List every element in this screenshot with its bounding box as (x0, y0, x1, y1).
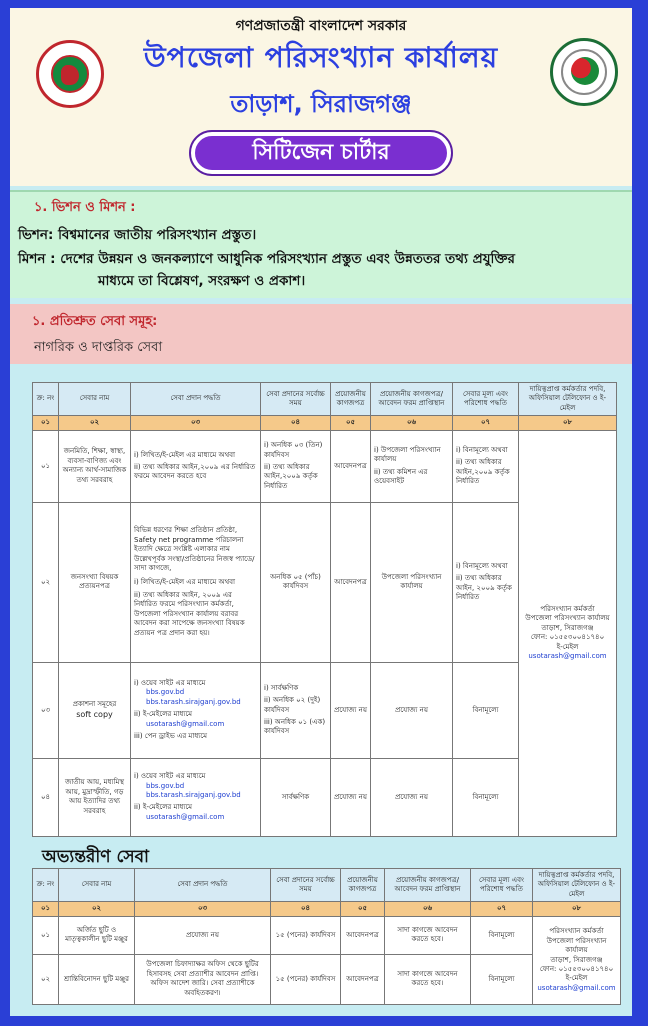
header-time: সেবা প্রদানের সর্বোচ্চ সময় (271, 869, 341, 902)
officer-email-link[interactable]: usotarash@gmail.com (537, 983, 616, 992)
header-form: প্রয়োজনীয় কাগজপত্র/ আবেদন ফরম প্রাপ্তিস্থান (371, 383, 453, 416)
column-number: ০৭ (453, 416, 519, 430)
service-method: উপজেলা চিফাদ্যাক্ষর অফিস থেকে ছুটির হিসাবসহ সেবা প্রত্যাশীর আবেদন প্রাপ্তি। অফিস আদেশ জারি। সেবা প্রত্যাশীকে অবহিতকরণ। (135, 954, 271, 1004)
service-name: অর্জিত ছুটি ও মাতৃত্বকালীন ছুটি মঞ্জুর (59, 916, 135, 954)
mission-text-line-1: মিশন : দেশের উন্নয়ন ও জনকল্যাণে আধুনিক পরিসংখ্যান প্রস্তুত এবং উন্নততর তথ্য প্রযুক্তির (18, 251, 515, 267)
service-time: অনধিক ০৫ (পাঁচ) কার্যদিবস (261, 502, 331, 662)
column-number: ০১ (33, 416, 59, 430)
column-number: ০৪ (271, 902, 341, 916)
column-number: ০৫ (331, 416, 371, 430)
service-name: জনসংখ্যা বিষয়ক প্রত্যয়নপত্র (59, 502, 131, 662)
service-name: প্রকাশনা সমূহের soft copy (59, 662, 131, 758)
internal-services-title: অভ্যন্তরীণ সেবা (42, 847, 149, 867)
header-name: সেবার নাম (59, 869, 135, 902)
service-docs: আবেদনপত্র (331, 430, 371, 502)
header-time: সেবা প্রদানের সর্বোচ্চ সময় (261, 383, 331, 416)
website-link[interactable]: bbs.gov.bd (146, 688, 185, 697)
service-fee: i) বিনামূল্যে অথবা ii) তথ্য অধিকার আইন,২০০৯ কর্তৃক নির্ধারিত (453, 430, 519, 502)
service-name: জাতীয় আয়, মধ্যমিস্থ আয়, মুদ্রাস্ফীতি, গড় আয় ইত্যাদির তথ্য সরবরাহ (59, 758, 131, 836)
row-serial: ০২ (33, 502, 59, 662)
internal-services-table (32, 868, 620, 996)
service-fee: বিনামূল্যে (471, 954, 533, 1004)
charter-frame (10, 8, 632, 1016)
service-method: i) ওয়েব সাইট এর মাধ্যমে bbs.gov.bd bbs.tarash.sirajganj.gov.bd ii) ই-মেইলের মাধ্যমে usotarash@gmail.com (131, 758, 261, 836)
row-serial: ০১ (33, 916, 59, 954)
vision-text: ভিশন: বিশ্বমানের জাতীয় পরিসংখ্যান প্রস্তুত। (18, 227, 257, 243)
website-link[interactable]: bbs.gov.bd (146, 781, 185, 790)
column-number: ০৮ (533, 902, 621, 916)
service-time: সার্বক্ষণিক (261, 758, 331, 836)
table-row (33, 916, 621, 954)
vision-mission-title: ১. ভিশন ও মিশন : (34, 200, 136, 215)
service-docs: আবেদনপত্র (341, 954, 385, 1004)
mission-text-line-2: মাধ্যমে তা বিশ্লেষণ, সংরক্ষণ ও প্রকাশ। (98, 273, 306, 289)
header-docs: প্রয়োজনীয় কাগজপত্র (331, 383, 371, 416)
citizen-charter-title: সিটিজেন চার্টার (191, 132, 451, 174)
office-name: উপজেলা পরিসংখ্যান কার্যালয় (143, 41, 499, 74)
table-row (33, 954, 621, 1004)
responsible-officer: পরিসংখ্যান কর্মকর্তা উপজেলা পরিসংখ্যান কার্যালয় তাড়াশ, সিরাজগঞ্জ ফোন: ০১৫৫৩০০৪১৭৪০ ই-মেইল usotarash@gmail.com (519, 430, 617, 836)
header-method: সেবা প্রদান পদ্ধতি (131, 383, 261, 416)
header-fee: সেবার মূল্য এবং পরিশোধ পদ্ধতি (471, 869, 533, 902)
service-fee: i) বিনামূল্যে অথবা ii) তথ্য অধিকার আইন, ২০০৯ কর্তৃক নির্ধারিত (453, 502, 519, 662)
service-method: বিভিন্ন ধরণের শিক্ষা প্রতিষ্ঠান প্রতিষ্ঠা, Safety net programme পরিচালনা ইত্যাদি ক্ষেত্রে সংশ্লিষ্ট এলাকার নাম উল্লেখপূর্বক সংস্থা/প্রতিষ্ঠানের নিজস্ব প্যাডে/সাদা কাগজে, i) লিখিত/ই-মেইল এর মাধ্যমে অথবা ii) তথ্য অধিকার আইন, ২০০৯ এর নির্ধারিত ফরমে পরিসংখ্যান কর্মকর্তা, উপজেলা পরিসংখ্যান কার্যালয় বরাবর আবেদন করা সাপেক্ষে জনসংখ্যা বিষয়ক প্রত্যয়ন পত্র প্রদান করা হয়। (131, 502, 261, 662)
service-form: প্রযোজ্য নয় (371, 758, 453, 836)
government-name: গণপ্রজাতন্ত্রী বাংলাদেশ সরকার (235, 18, 407, 34)
officer-email-link[interactable]: usotarash@gmail.com (528, 652, 607, 661)
service-method: i) লিখিত/ই-মেইল এর মাধ্যমে অথবা ii) তথ্য অধিকার আইন,২০০৯ এর নির্ধারিত ফরমে আবেদন করতে হবে (131, 430, 261, 502)
column-number: ০৩ (135, 902, 271, 916)
service-form: সাদা কাগজে আবেদন করতে হবে। (385, 916, 471, 954)
header-fee: সেবার মূল্য এবং পরিশোধ পদ্ধতি (453, 383, 519, 416)
website-link[interactable]: bbs.tarash.sirajganj.gov.bd (146, 791, 241, 800)
service-fee: বিনামূল্যে (453, 758, 519, 836)
services-section (10, 304, 632, 364)
column-number: ০১ (33, 902, 59, 916)
header-method: সেবা প্রদান পদ্ধতি (135, 869, 271, 902)
header-officer: দায়িত্বপ্রাপ্ত কর্মকর্তার পদবি, অফিসিয়াল টেলিফোন ও ই-মেইল (533, 869, 621, 902)
column-number: ০৭ (471, 902, 533, 916)
services-subtitle: নাগরিক ও দাপ্তরিক সেবা (34, 340, 163, 355)
service-docs: আবেদনপত্র (331, 502, 371, 662)
citizen-services-table (32, 382, 616, 834)
service-fee: বিনামূল্যে (453, 662, 519, 758)
column-number: ০৩ (131, 416, 261, 430)
column-number: ০৬ (371, 416, 453, 430)
service-time: i) সার্বক্ষণিক ii) অনধিক ০২ (দুই) কার্যদিবস iii) অনধিক ০১ (এক) কার্যদিবস (261, 662, 331, 758)
service-name: শ্রান্তিবিনোদন ছুটি মঞ্জুর (59, 954, 135, 1004)
service-docs: প্রযোজ্য নয় (331, 758, 371, 836)
service-method: i) ওয়েব সাইট এর মাধ্যমে bbs.gov.bd bbs.tarash.sirajganj.gov.bd ii) ই-মেইলের মাধ্যমে usotarash@gmail.com iii) পেন ড্রাইভ এর মাধ্যমে (131, 662, 261, 758)
header (10, 8, 632, 186)
service-form: প্রযোজ্য নয় (371, 662, 453, 758)
column-number: ০২ (59, 416, 131, 430)
office-location: তাড়াশ, সিরাজগঞ্জ (230, 90, 412, 118)
header-officer: দায়িত্বপ্রাপ্ত কর্মকর্তার পদবি, অফিসিয়াল টেলিফোন ও ই-মেইল (519, 383, 617, 416)
service-docs: আবেদনপত্র (341, 916, 385, 954)
service-time: ১৫ (পনের) কার্যদিবস (271, 954, 341, 1004)
header-docs: প্রয়োজনীয় কাগজপত্র (341, 869, 385, 902)
column-number: ০৫ (341, 902, 385, 916)
responsible-officer: পরিসংখ্যান কর্মকর্তা উপজেলা পরিসংখ্যান কার্যালয় তাড়াশ, সিরাজগঞ্জ ফোন: ০১৫৫৩০০৪১৭৪০ ই-মেইল usotarash@gmail.com (533, 916, 621, 1004)
service-name: জনমিতি, শিক্ষা, স্বাস্থ্য, ব্যবসা-বাণিজ্য এবং অন্যান্য আর্থ-সামাজিক তথ্য সরবরাহ (59, 430, 131, 502)
service-docs: প্রযোজ্য নয় (331, 662, 371, 758)
vision-mission-section (10, 190, 632, 298)
service-time: i) অনধিক ০৩ (তিন) কার্যদিবস ii) তথ্য অধিকার আইন,২০০৯ কর্তৃক নির্ধারিত (261, 430, 331, 502)
header-name: সেবার নাম (59, 383, 131, 416)
row-serial: ০২ (33, 954, 59, 1004)
header-serial: ক্র: নং (33, 869, 59, 902)
column-number: ০৪ (261, 416, 331, 430)
header-form: প্রয়োজনীয় কাগজপত্র/ আবেদন ফরম প্রাপ্তিস্থান (385, 869, 471, 902)
row-serial: ০৪ (33, 758, 59, 836)
row-serial: ০১ (33, 430, 59, 502)
website-link[interactable]: bbs.tarash.sirajganj.gov.bd (146, 697, 241, 706)
service-form: উপজেলা পরিসংখ্যান কার্যালয় (371, 502, 453, 662)
column-number: ০২ (59, 902, 135, 916)
service-form: সাদা কাগজে আবেদন করতে হবে। (385, 954, 471, 1004)
service-time: ১৫ (পনের) কার্যদিবস (271, 916, 341, 954)
table-row (33, 430, 617, 502)
column-number: ০৬ (385, 902, 471, 916)
service-method: প্রযোজ্য নয় (135, 916, 271, 954)
header-serial: ক্র: নং (33, 383, 59, 416)
email-link[interactable]: usotarash@gmail.com (146, 812, 225, 821)
services-title: ১. প্রতিশ্রুত সেবা সমূহ: (32, 314, 158, 329)
email-link[interactable]: usotarash@gmail.com (146, 719, 225, 728)
column-number: ০৮ (519, 416, 617, 430)
row-serial: ০৩ (33, 662, 59, 758)
service-form: i) উপজেলা পরিসংখ্যান কার্যালয় ii) তথ্য কমিশন এর ওয়েবসাইট (371, 430, 453, 502)
service-fee: বিনামূল্যে (471, 916, 533, 954)
